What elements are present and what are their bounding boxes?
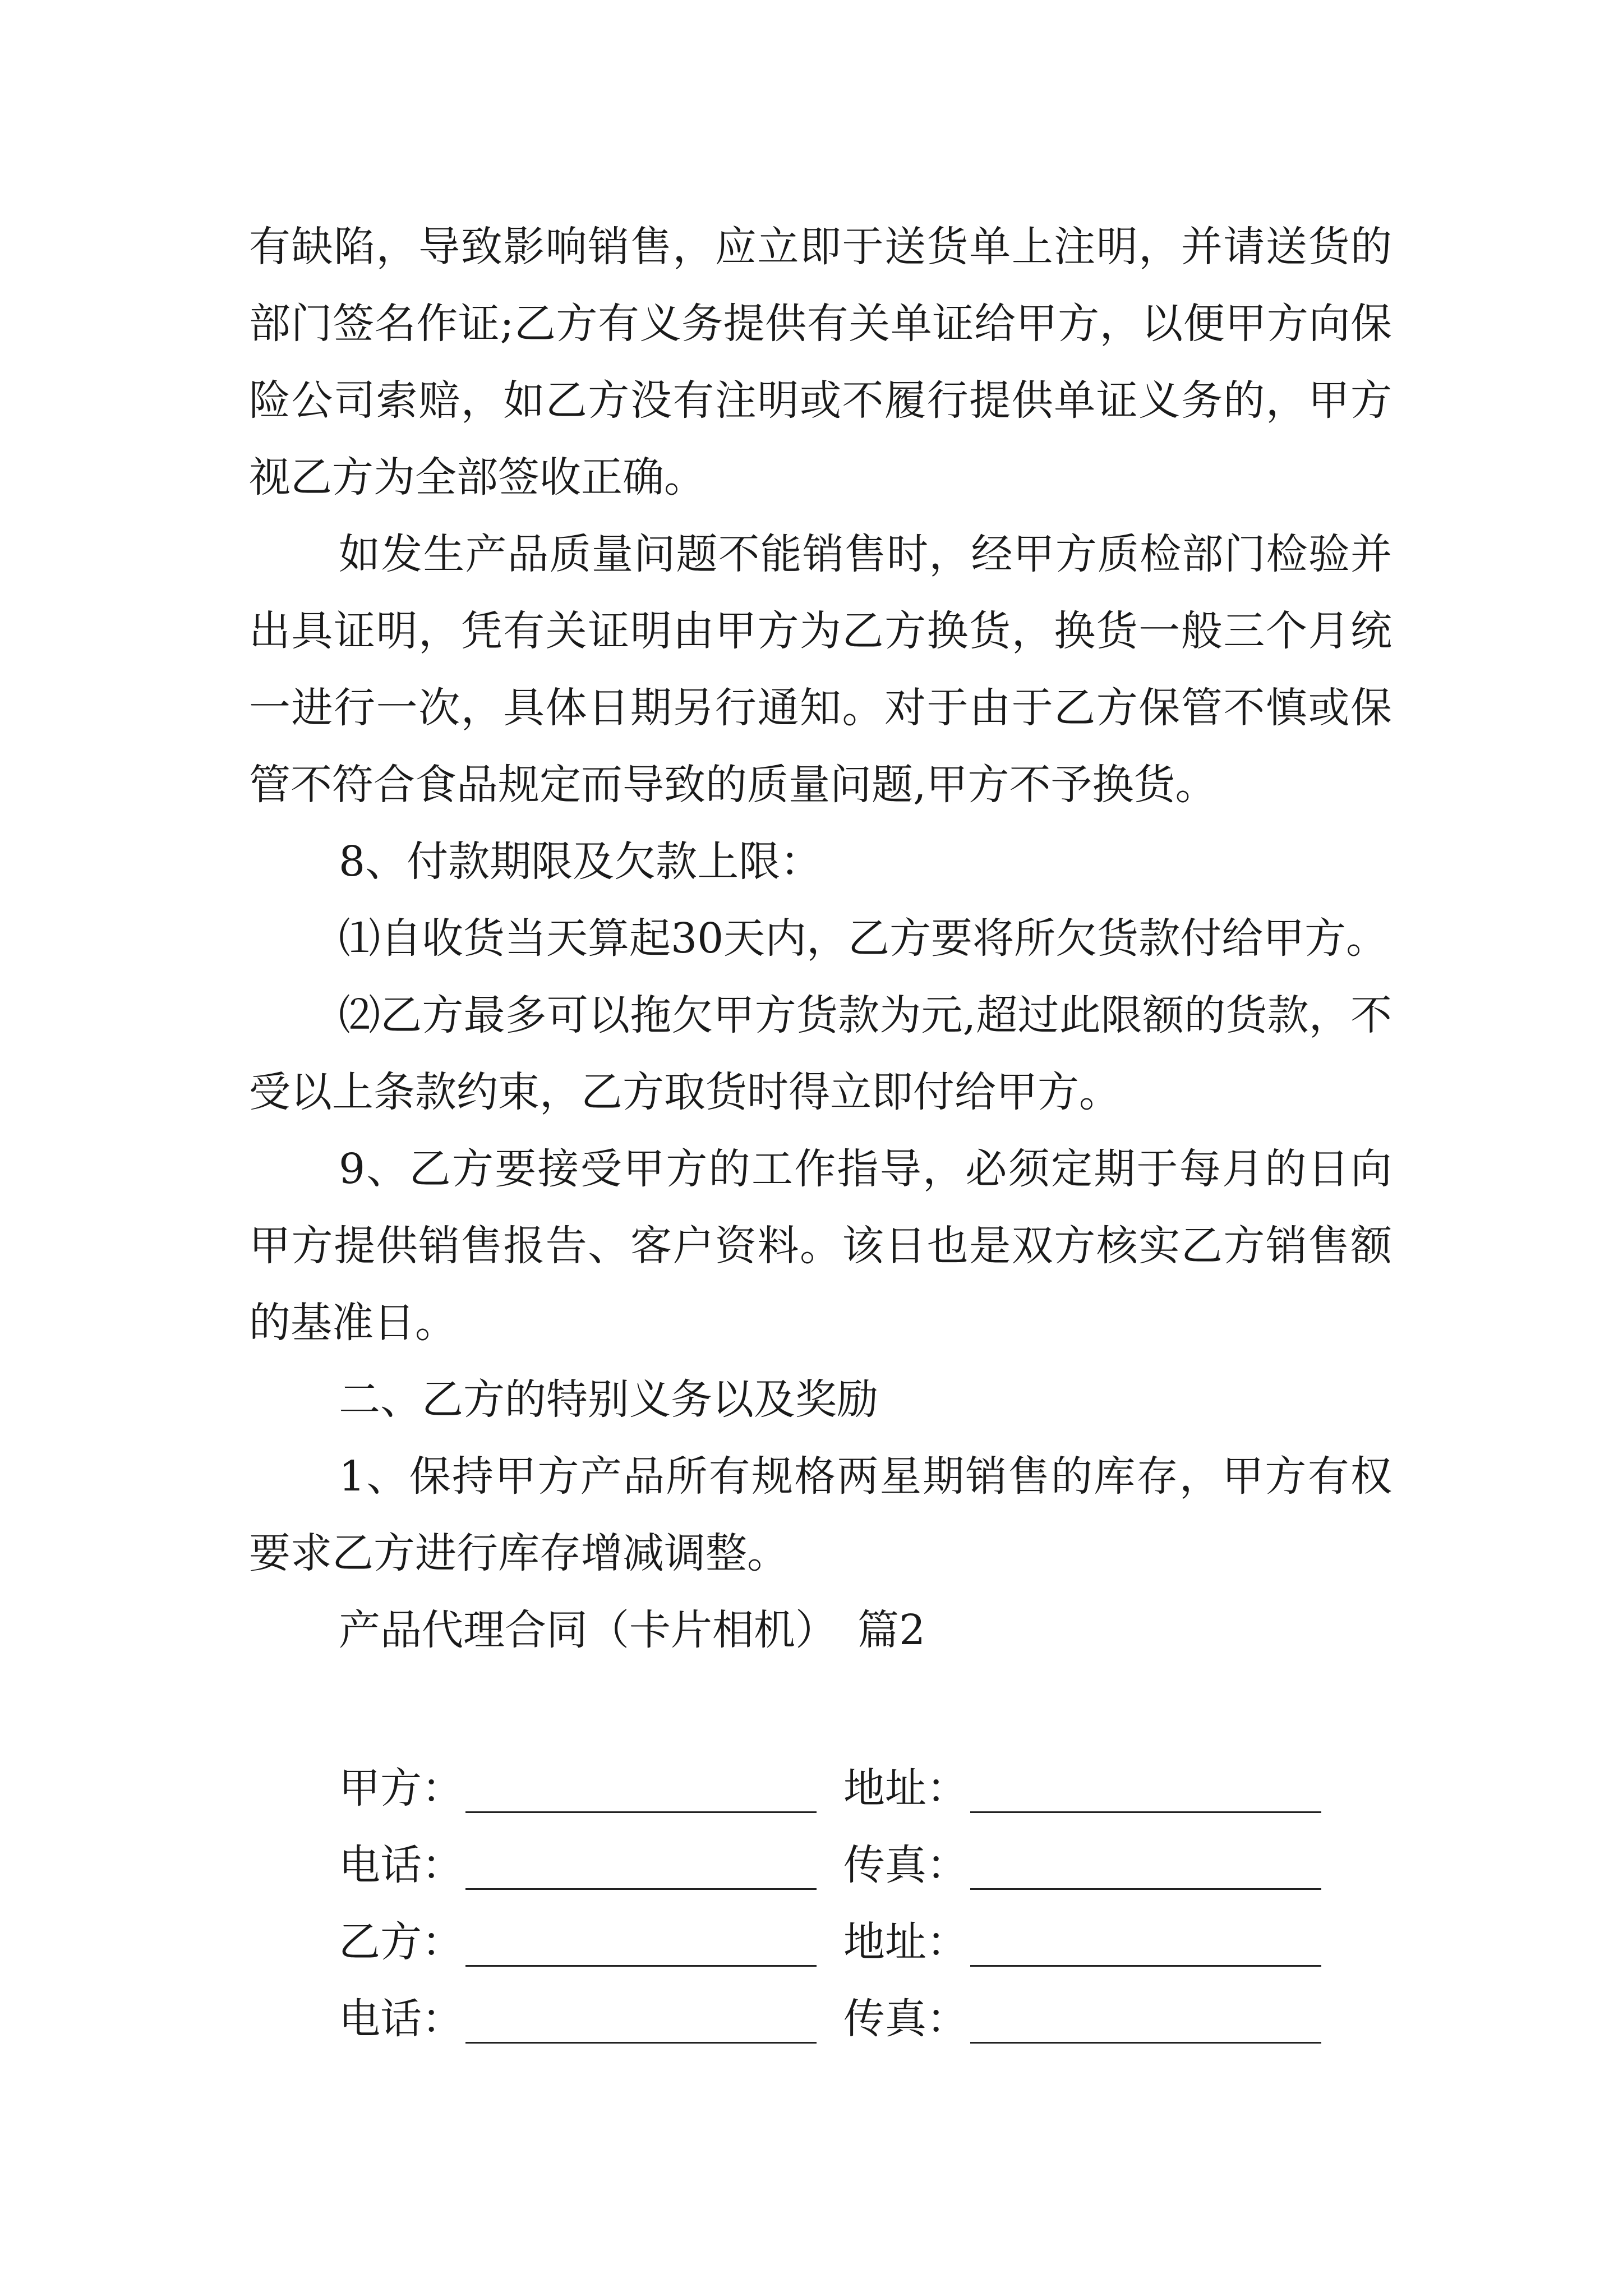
blank-line[interactable] <box>970 1847 1321 1890</box>
party-b-address-field <box>843 1904 1321 1981</box>
form-row-party-a <box>339 1750 1321 1827</box>
paragraph-payment-term-2: ⑵乙方最多可以拖欠甲方货款为元,超过此限额的货款，不受以上条款约束，乙方取货时得立即付给甲方。 <box>249 991 1392 1116</box>
field-label: 电话： <box>339 1841 463 1889</box>
field-label: 传真： <box>843 1841 968 1889</box>
contract-body <box>249 209 1392 1669</box>
party-a-phone-field <box>339 1827 843 1904</box>
field-label: 甲方： <box>339 1764 463 1812</box>
field-label: 地址： <box>843 1764 968 1812</box>
party-b-phone-field <box>339 1981 843 2058</box>
field-label: 乙方： <box>339 1918 463 1966</box>
party-a-address-field <box>843 1750 1321 1827</box>
blank-line[interactable] <box>465 1770 817 1813</box>
blank-line[interactable] <box>465 2000 817 2044</box>
paragraph-quality-exchange: 如发生产品质量问题不能销售时，经甲方质检部门检验并出具证明，凭有关证明由甲方为乙方换货，换货一般三个月统一进行一次，具体日期另行通知。对于由于乙方保管不慎或保管不符合食品规定而导致的质量问题,甲方不予换货。 <box>249 530 1392 809</box>
paragraph-payment-terms-heading: 8、付款期限及欠款上限： <box>339 838 822 886</box>
form-row-party-b-contact <box>339 1981 1321 2058</box>
field-label: 电话： <box>339 1995 463 2043</box>
section-heading-special-obligations: 二、乙方的特别义务以及奖励 <box>339 1375 878 1424</box>
party-info-form <box>339 1750 1321 2058</box>
blank-line[interactable] <box>970 1924 1321 1967</box>
field-label: 传真： <box>843 1995 968 2043</box>
party-a-name-field <box>339 1750 843 1827</box>
blank-line[interactable] <box>465 1847 817 1890</box>
blank-line[interactable] <box>970 1770 1321 1813</box>
party-a-fax-field <box>843 1827 1321 1904</box>
paragraph-defect-notice: 有缺陷，导致影响销售，应立即于送货单上注明，并请送货的部门签名作证;乙方有义务提供有关单证给甲方，以便甲方向保险公司索赔，如乙方没有注明或不履行提供单证义务的，甲方视乙方为全部签收正确。 <box>249 223 1392 501</box>
paragraph-work-guidance: 9、乙方要接受甲方的工作指导，必须定期于每月的日向甲方提供销售报告、客户资料。该日也是双方核实乙方销售额的基准日。 <box>249 1145 1392 1347</box>
form-row-party-b <box>339 1904 1321 1981</box>
field-label: 地址： <box>843 1918 968 1966</box>
blank-line[interactable] <box>465 1924 817 1967</box>
paragraph-inventory: 1、保持甲方产品所有规格两星期销售的库存，甲方有权要求乙方进行库存增减调整。 <box>249 1452 1392 1577</box>
party-b-fax-field <box>843 1981 1321 2058</box>
contract-title-part-2: 产品代理合同（卡片相机） 篇2 <box>339 1606 926 1654</box>
blank-line[interactable] <box>970 2000 1321 2044</box>
party-b-name-field <box>339 1904 843 1981</box>
paragraph-payment-term-1: ⑴自收货当天算起30天内，乙方要将所欠货款付给甲方。 <box>339 914 1388 963</box>
form-row-party-a-contact <box>339 1827 1321 1904</box>
